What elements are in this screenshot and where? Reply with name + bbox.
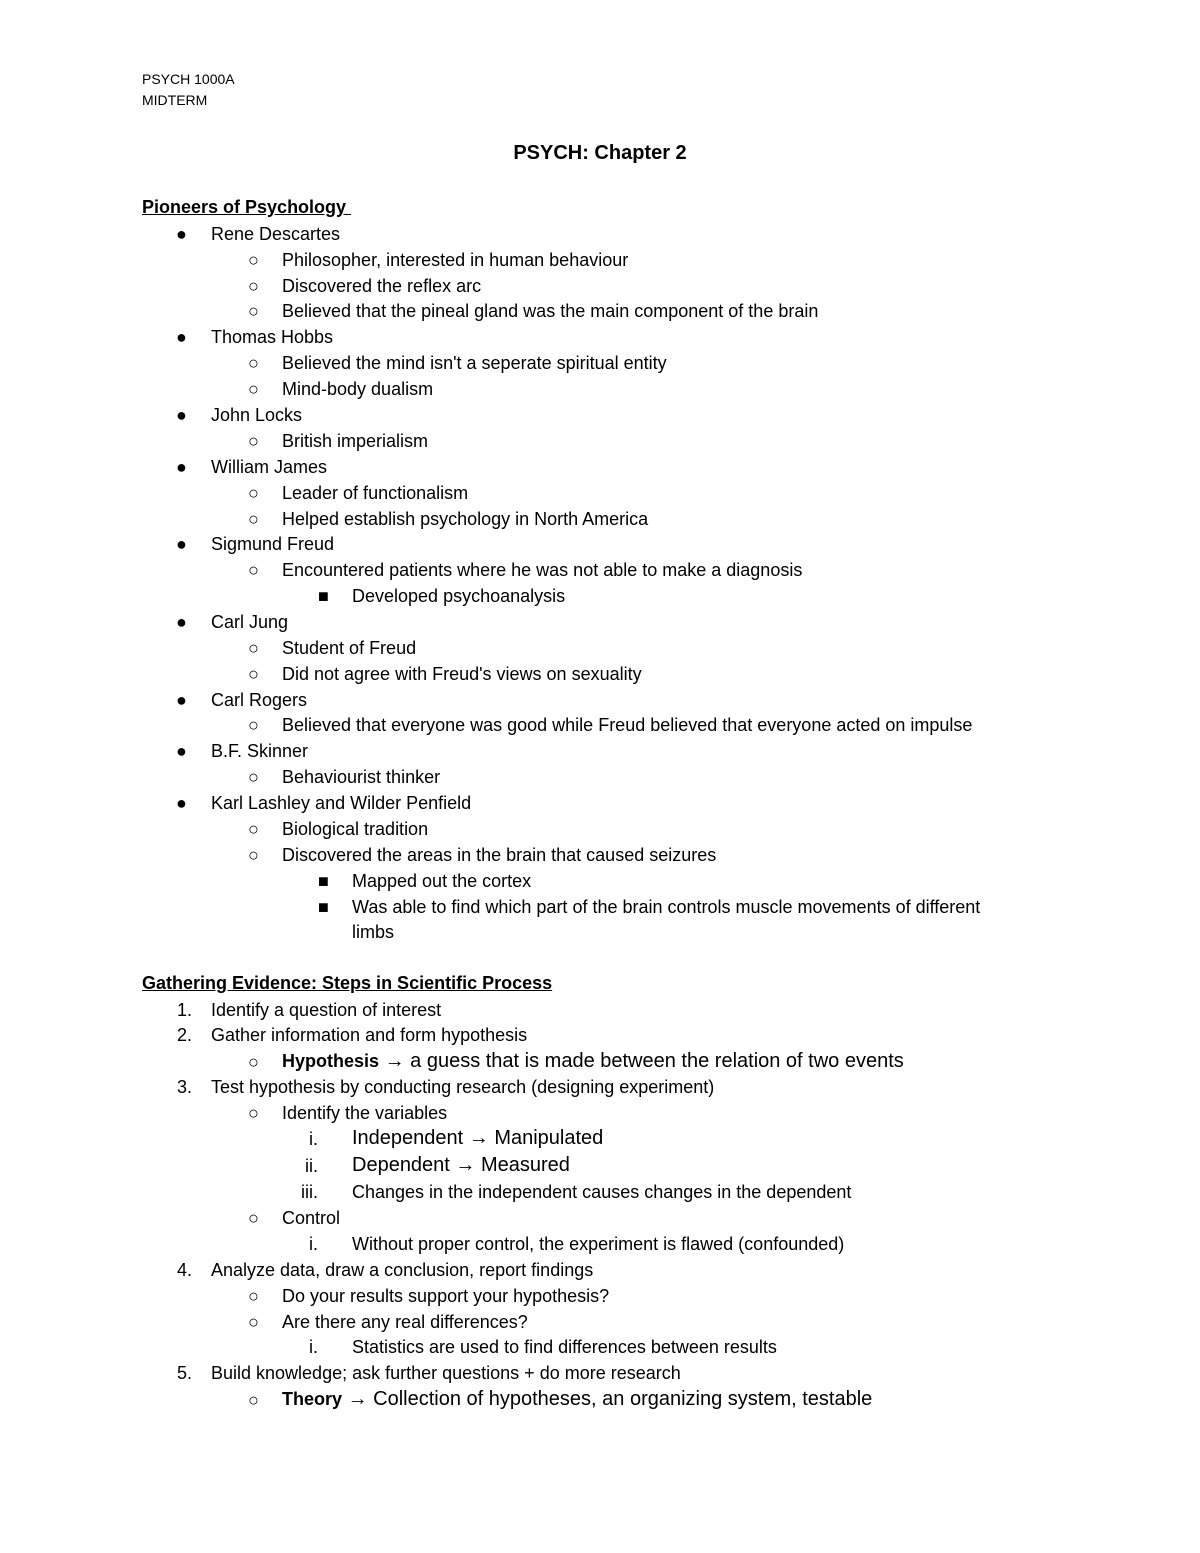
disc-bullet-icon: ● (176, 405, 187, 425)
pioneers-heading: Pioneers of Psychology (142, 197, 352, 217)
list-item: Discovered the reflex arc (282, 276, 482, 296)
list-item: Carl Jung (211, 612, 289, 632)
circle-bullet-icon: ○ (248, 664, 259, 684)
list-item: Believed that the pineal gland was the main component of the brain (282, 301, 819, 321)
circle-bullet-icon: ○ (248, 1208, 259, 1228)
theory-definition: → Collection of hypotheses, an organizing system, testable (342, 1388, 873, 1410)
list-item: Believed that everyone was good while Freud believed that everyone acted on impulse (282, 715, 973, 735)
list-item: Are there any real differences? (282, 1312, 528, 1332)
term-label: MIDTERM (142, 92, 208, 108)
list-item: Build knowledge; ask further questions + do more research (211, 1363, 681, 1383)
list-item: limbs (352, 922, 395, 942)
list-item: Student of Freud (282, 638, 417, 658)
square-bullet-icon: ■ (318, 871, 329, 891)
list-item: British imperialism (282, 431, 429, 451)
roman-marker: i. (309, 1234, 318, 1254)
list-item: Identify the variables (282, 1103, 448, 1123)
disc-bullet-icon: ● (176, 224, 187, 244)
hypothesis-definition: → a guess that is made between the relation of two events (379, 1050, 904, 1072)
circle-bullet-icon: ○ (248, 250, 259, 270)
roman-marker: ii. (305, 1156, 318, 1176)
list-item: Analyze data, draw a conclusion, report findings (211, 1260, 594, 1280)
circle-bullet-icon: ○ (248, 509, 259, 529)
list-item: Did not agree with Freud's views on sexuality (282, 664, 642, 684)
list-item: Mapped out the cortex (352, 871, 532, 891)
circle-bullet-icon: ○ (248, 1103, 259, 1123)
list-item: Leader of functionalism (282, 483, 469, 503)
list-item: Behaviourist thinker (282, 767, 441, 787)
evidence-heading: Gathering Evidence: Steps in Scientific Process (142, 973, 553, 993)
list-item: Statistics are used to find differences between results (352, 1337, 777, 1357)
circle-bullet-icon: ○ (248, 431, 259, 451)
square-bullet-icon: ■ (318, 897, 329, 917)
circle-bullet-icon: ○ (248, 638, 259, 658)
theory-term: Theory (282, 1389, 343, 1409)
disc-bullet-icon: ● (176, 793, 187, 813)
number-marker: 4. (176, 1260, 192, 1280)
roman-marker: i. (309, 1129, 318, 1149)
list-item: Do your results support your hypothesis? (282, 1286, 610, 1306)
roman-marker: iii. (301, 1182, 318, 1202)
list-item: John Locks (211, 405, 303, 425)
list-item: Developed psychoanalysis (352, 586, 566, 606)
list-item: Without proper control, the experiment is flawed (confounded) (352, 1234, 845, 1254)
disc-bullet-icon: ● (176, 534, 187, 554)
circle-bullet-icon: ○ (248, 1052, 259, 1072)
list-item: Mind-body dualism (282, 379, 434, 399)
list-item: Rene Descartes (211, 224, 341, 244)
roman-marker: i. (309, 1337, 318, 1357)
hypothesis-item (282, 1050, 904, 1072)
hypothesis-term: Hypothesis (282, 1051, 380, 1071)
list-item: Philosopher, interested in human behaviour (282, 250, 629, 270)
circle-bullet-icon: ○ (248, 1312, 259, 1332)
circle-bullet-icon: ○ (248, 767, 259, 787)
theory-item (282, 1388, 872, 1410)
list-item: William James (211, 457, 328, 477)
page-title: PSYCH: Chapter 2 (513, 142, 687, 164)
disc-bullet-icon: ● (176, 457, 187, 477)
circle-bullet-icon: ○ (248, 715, 259, 735)
list-item: Test hypothesis by conducting research (designing experiment) (211, 1077, 715, 1097)
list-item: Sigmund Freud (211, 534, 335, 554)
list-item: Independent → Manipulated (352, 1127, 604, 1149)
list-item: Encountered patients where he was not able to make a diagnosis (282, 560, 803, 580)
disc-bullet-icon: ● (176, 690, 187, 710)
number-marker: 3. (176, 1077, 192, 1097)
list-item: B.F. Skinner (211, 741, 309, 761)
list-item: Karl Lashley and Wilder Penfield (211, 793, 472, 813)
list-item: Discovered the areas in the brain that caused seizures (282, 845, 717, 865)
list-item: Biological tradition (282, 819, 429, 839)
disc-bullet-icon: ● (176, 612, 187, 632)
disc-bullet-icon: ● (176, 327, 187, 347)
list-item: Helped establish psychology in North America (282, 509, 649, 529)
circle-bullet-icon: ○ (248, 819, 259, 839)
number-marker: 1. (176, 1000, 192, 1020)
list-item: Thomas Hobbs (211, 327, 334, 347)
list-item: Control (282, 1208, 341, 1228)
number-marker: 5. (176, 1363, 192, 1383)
list-item: Was able to find which part of the brain controls muscle movements of different (352, 897, 981, 917)
number-marker: 2. (176, 1025, 192, 1045)
circle-bullet-icon: ○ (248, 276, 259, 296)
list-item: Gather information and form hypothesis (211, 1025, 528, 1045)
square-bullet-icon: ■ (318, 586, 329, 606)
list-item: Dependent → Measured (352, 1154, 570, 1176)
circle-bullet-icon: ○ (248, 845, 259, 865)
list-item: Believed the mind isn't a seperate spiritual entity (282, 353, 667, 373)
list-item: Carl Rogers (211, 690, 308, 710)
circle-bullet-icon: ○ (248, 301, 259, 321)
disc-bullet-icon: ● (176, 741, 187, 761)
circle-bullet-icon: ○ (248, 1390, 259, 1410)
circle-bullet-icon: ○ (248, 560, 259, 580)
list-item: Identify a question of interest (211, 1000, 442, 1020)
list-item: Changes in the independent causes changes in the dependent (352, 1182, 852, 1202)
circle-bullet-icon: ○ (248, 1286, 259, 1306)
circle-bullet-icon: ○ (248, 379, 259, 399)
course-code: PSYCH 1000A (142, 71, 235, 87)
circle-bullet-icon: ○ (248, 353, 259, 373)
circle-bullet-icon: ○ (248, 483, 259, 503)
